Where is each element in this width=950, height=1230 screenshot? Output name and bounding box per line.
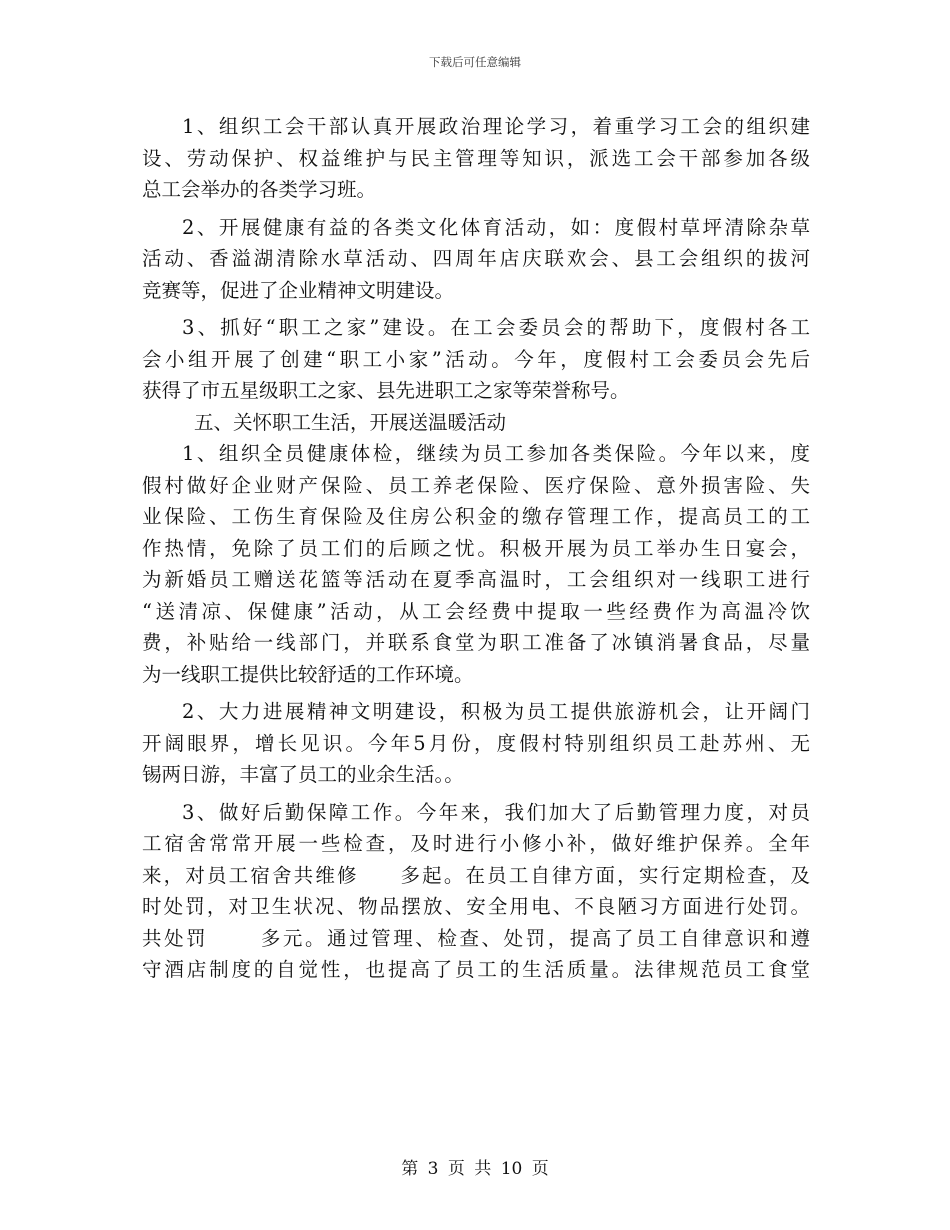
paragraph-2-line-1: 2、开展健康有益的各类文化体育活动，如：度假村草坪清除杂草 bbox=[182, 215, 810, 239]
paragraph-4-line-6: “送清凉、保健康”活动，从工会经费中提取一些经费作为高温冷饮 bbox=[142, 599, 810, 623]
paragraph-6-line-4: 时处罚，对卫生状况、物品摆放、安全用电、不良陋习方面进行处罚。 bbox=[142, 895, 810, 918]
paragraph-4-line-7: 费，补贴给一线部门，并联系食堂为职工准备了冰镇消暑食品，尽量 bbox=[142, 631, 810, 654]
paragraph-2-line-2: 活动、香溢湖清除水草活动、四周年店庆联欢会、县工会组织的拔河 bbox=[142, 247, 810, 270]
document-body bbox=[142, 111, 810, 986]
paragraph-6-line-3: 来，对员工宿舍共维修 多起。在员工自律方面，实行定期检查，及 bbox=[142, 863, 810, 887]
paragraph-4-line-1: 1、组织全员健康体检，继续为员工参加各类保险。今年以来，度 bbox=[182, 442, 810, 465]
paragraph-1-line-1: 1、组织工会干部认真开展政治理论学习，着重学习工会的组织建 bbox=[182, 115, 810, 138]
paragraph-4-line-2: 假村做好企业财产保险、员工养老保险、医疗保险、意外损害险、失 bbox=[142, 473, 810, 497]
paragraph-3-line-1: 3、抓好“职工之家”建设。在工会委员会的帮助下，度假村各工 bbox=[182, 316, 810, 339]
paragraph-5-line-3: 锡两日游，丰富了员工的业余生活。。 bbox=[142, 763, 464, 786]
paragraph-5-line-2: 开阔眼界，增长见识。今年5月份，度假村特别组织员工赴苏州、无 bbox=[142, 731, 810, 755]
paragraph-4-line-8: 为一线职工提供比较舒适的工作环境。 bbox=[142, 662, 474, 686]
paragraph-1-line-2: 设、劳动保护、权益维护与民主管理等知识，派选工会干部参加各级 bbox=[142, 146, 810, 170]
paragraph-3-line-2: 会小组开展了创建“职工小家”活动。今年，度假村工会委员会先后 bbox=[142, 347, 810, 371]
header-note: 下载后可任意编辑 bbox=[429, 55, 521, 69]
paragraph-6-line-6: 守酒店制度的自觉性，也提高了员工的生活质量。法律规范员工食堂 bbox=[142, 958, 810, 981]
paragraph-4-line-4: 作热情，免除了员工们的后顾之忧。积极开展为员工举办生日宴会， bbox=[142, 536, 810, 560]
paragraph-3-line-3: 获得了市五星级职工之家、县先进职工之家等荣誉称号。 bbox=[142, 379, 630, 402]
paragraph-6-line-1: 3、做好后勤保障工作。今年来，我们加大了后勤管理力度，对员 bbox=[182, 800, 810, 824]
section-heading: 五、关怀职工生活，开展送温暖活动 bbox=[194, 410, 507, 434]
paragraph-6-line-2: 工宿舍常常开展一些检查，及时进行小修小补，做好维护保养。全年 bbox=[142, 832, 810, 855]
paragraph-2-line-3: 竞赛等，促进了企业精神文明建设。 bbox=[142, 278, 455, 302]
page-number-footer: 第 3 页 共 10 页 bbox=[401, 1159, 549, 1179]
paragraph-4-line-5: 为新婚员工赠送花篮等活动在夏季高温时，工会组织对一线职工进行 bbox=[142, 568, 810, 591]
paragraph-6-line-5: 共处罚 多元。通过管理、检查、处罚，提高了员工自律意识和遵 bbox=[142, 926, 810, 950]
paragraph-5-line-1: 2、大力进展精神文明建设，积极为员工提供旅游机会，让开阔门 bbox=[182, 700, 810, 723]
paragraph-1-line-3: 总工会举办的各类学习班。 bbox=[142, 178, 377, 201]
paragraph-4-line-3: 业保险、工伤生育保险及住房公积金的缴存管理工作，提高员工的工 bbox=[142, 505, 810, 528]
